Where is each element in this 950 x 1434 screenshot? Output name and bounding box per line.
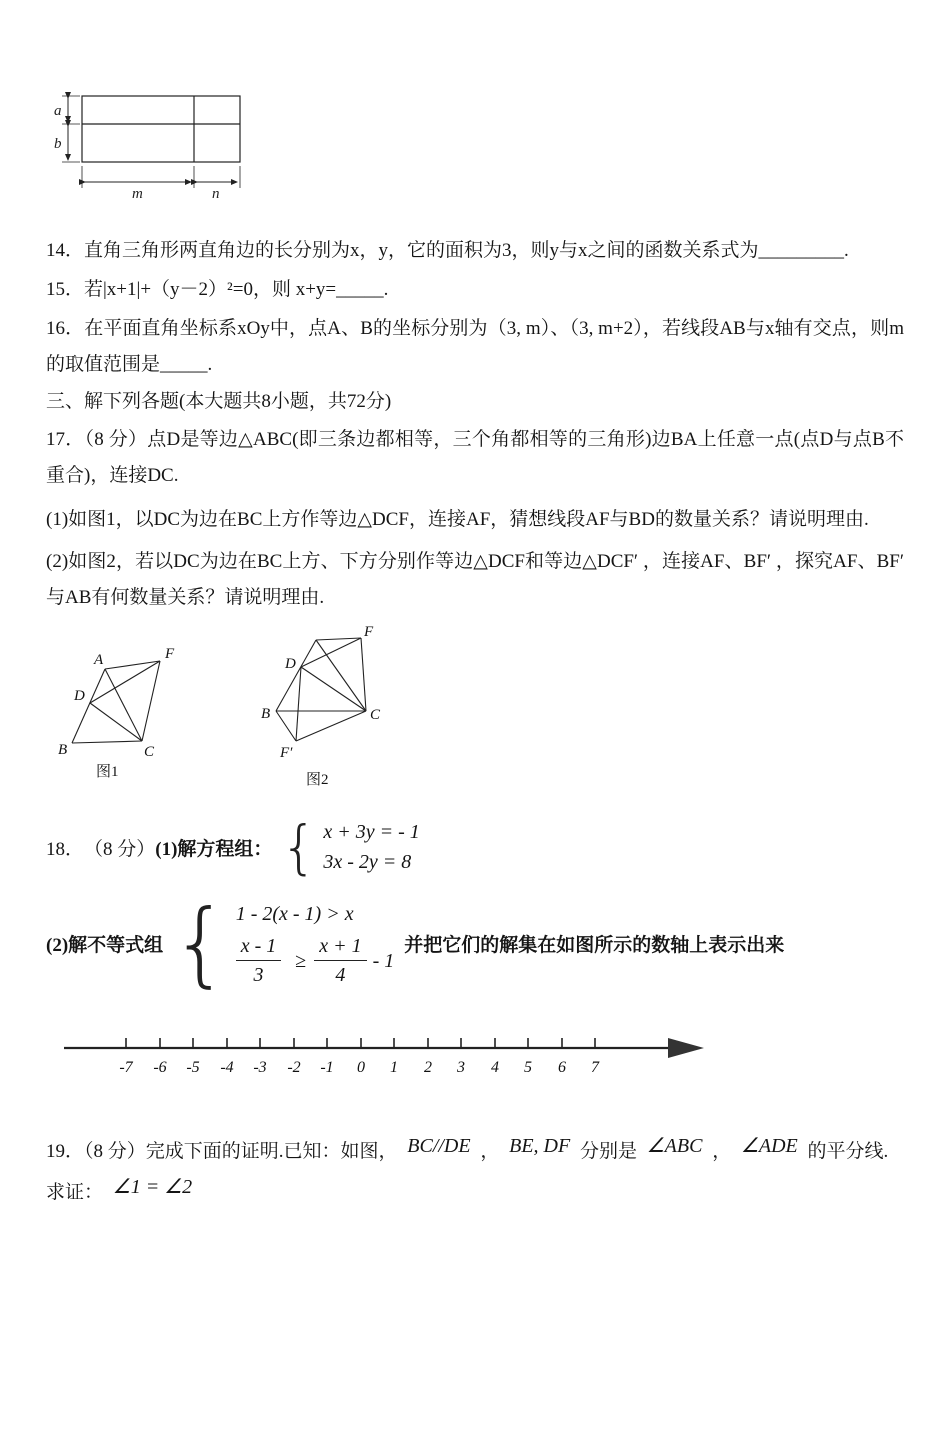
tick-label: 0: [357, 1059, 365, 1076]
left-brace: {: [171, 889, 230, 997]
figure-2-caption: 图2: [306, 772, 329, 788]
q18-part1-label: (1)解方程组：: [155, 838, 273, 860]
q19-math-angle1-equals-angle2: ∠1 = ∠2: [112, 1176, 193, 1198]
tick-label: -2: [287, 1059, 301, 1076]
tick-label: -6: [153, 1059, 167, 1076]
number-line-svg: [56, 1022, 716, 1086]
tick-label: -3: [253, 1059, 267, 1076]
figure-1-lines: [72, 661, 160, 743]
question-17-intro: 17．（8 分）点D是等边△ABC(即三条边都相等，三个角都相等的三角形)边BA上任意一点(点D与点B不重合)，连接DC.: [46, 429, 904, 486]
section-3-heading: 三、解下列各题(本大题共8小题，共72分): [46, 391, 392, 412]
rectangle-dimension-figure: [52, 90, 904, 207]
q19-separator: ，: [480, 1141, 500, 1162]
figure-2: [256, 626, 436, 791]
q19-math-be-df: BE, DF: [509, 1135, 571, 1157]
tick-label: -4: [220, 1059, 234, 1076]
q19-math-angle-ade: ∠ADE: [740, 1135, 798, 1157]
q19-math-bc-parallel-de: BC//DE: [407, 1135, 471, 1157]
tick-label: 6: [558, 1059, 566, 1076]
dim-label-a: a: [54, 103, 62, 119]
exam-page: [0, 90, 950, 1434]
figure-1: [50, 626, 220, 781]
dim-label-m: m: [132, 186, 143, 202]
q19-text-mid1: 分别是: [579, 1141, 637, 1162]
tick-label: 1: [390, 1059, 398, 1076]
equation-line-2: 3x - 2y = 8: [323, 851, 412, 873]
equation-line-1: x + 3y = - 1: [323, 821, 420, 843]
fig1-label-B: B: [58, 742, 68, 758]
number-line-figure: [56, 1022, 904, 1091]
tick-label: -1: [320, 1059, 334, 1076]
geometry-figures-row: [50, 626, 904, 791]
fraction-numerator: x - 1: [236, 933, 282, 961]
rectangle-outline: [82, 96, 240, 162]
number-line-arrowhead: [668, 1038, 704, 1058]
q19-text-prefix: 19．（8 分）完成下面的证明.已知：如图，: [46, 1141, 398, 1162]
fig2-label-D: D: [285, 656, 296, 672]
q19-text-mid2: 的平分线.求证：: [46, 1141, 889, 1203]
fig2-label-F: F: [364, 626, 374, 640]
q18-number: 18．: [46, 838, 85, 860]
tick-label: 4: [491, 1059, 499, 1076]
left-brace: {: [280, 813, 318, 881]
rectangle-dimension-svg: [52, 90, 262, 202]
question-15: 15．若|x+1|+（y－2）²=0，则 x+y=_____.: [46, 279, 389, 300]
q18-part2-tail: 并把它们的解集在如图所示的数轴上表示出来: [404, 935, 785, 956]
minus-one-term: - 1: [372, 949, 395, 972]
geq-sign: ≥: [295, 949, 307, 972]
figure-1-caption: 图1: [96, 764, 119, 780]
tick-label: -7: [119, 1059, 133, 1076]
q18-score: （8 分）: [84, 838, 156, 860]
q19-math-angle-abc: ∠ABC: [646, 1135, 703, 1157]
tick-label: 5: [524, 1059, 532, 1076]
inequality-line-1: 1 - 2(x - 1) > x: [235, 903, 354, 925]
fig1-label-D: D: [74, 688, 85, 704]
equation-system: [280, 813, 420, 881]
fig1-label-F: F: [165, 646, 175, 662]
tick-label: 2: [424, 1059, 432, 1076]
fig2-label-B: B: [261, 706, 271, 722]
question-19: [46, 1131, 904, 1213]
inequality-system: [171, 889, 395, 997]
fraction-numerator: x + 1: [314, 933, 366, 961]
tick-label: -5: [186, 1059, 200, 1076]
fraction-denominator: 4: [335, 964, 346, 986]
fig1-label-A: A: [94, 652, 104, 668]
fraction-denominator: 3: [253, 964, 264, 986]
question-18-part1: [46, 813, 904, 881]
number-line-labels: [119, 1059, 600, 1076]
fig2-label-Fprime: F′: [280, 745, 293, 761]
tick-label: 7: [591, 1059, 599, 1076]
q19-separator: ，: [712, 1141, 732, 1162]
question-17-part1: (1)如图1，以DC为边在BC上方作等边△DCF，连接AF，猜想线段AF与BD的数量关系？请说明理由.: [46, 509, 869, 530]
q18-part2-label: (2)解不等式组: [46, 935, 164, 956]
figure-2-lines: [276, 638, 366, 741]
question-16: 16．在平面直角坐标系xOy中，点A、B的坐标分别为（3, m）、（3, m+2），若线段AB与x轴有交点，则m的取值范围是_____.: [46, 318, 904, 375]
dim-label-n: n: [212, 186, 220, 202]
question-18-part2: [46, 889, 904, 997]
dimension-arrows: [62, 96, 240, 188]
tick-label: 3: [457, 1059, 465, 1076]
fig2-label-C: C: [370, 707, 381, 723]
fraction-left: [236, 933, 282, 988]
question-17-part2: (2)如图2，若以DC为边在BC上方、下方分别作等边△DCF和等边△DCF′ ，连接AF、BF′ ，探究AF、BF′ 与AB有何数量关系？请说明理由.: [46, 551, 904, 608]
question-14: 14．直角三角形两直角边的长分别为x，y，它的面积为3，则y与x之间的函数关系式为_________.: [46, 240, 849, 261]
inequality-line-2: [236, 933, 395, 988]
fig1-label-C: C: [144, 744, 155, 760]
fraction-right: [314, 933, 366, 988]
dim-label-b: b: [54, 136, 62, 152]
